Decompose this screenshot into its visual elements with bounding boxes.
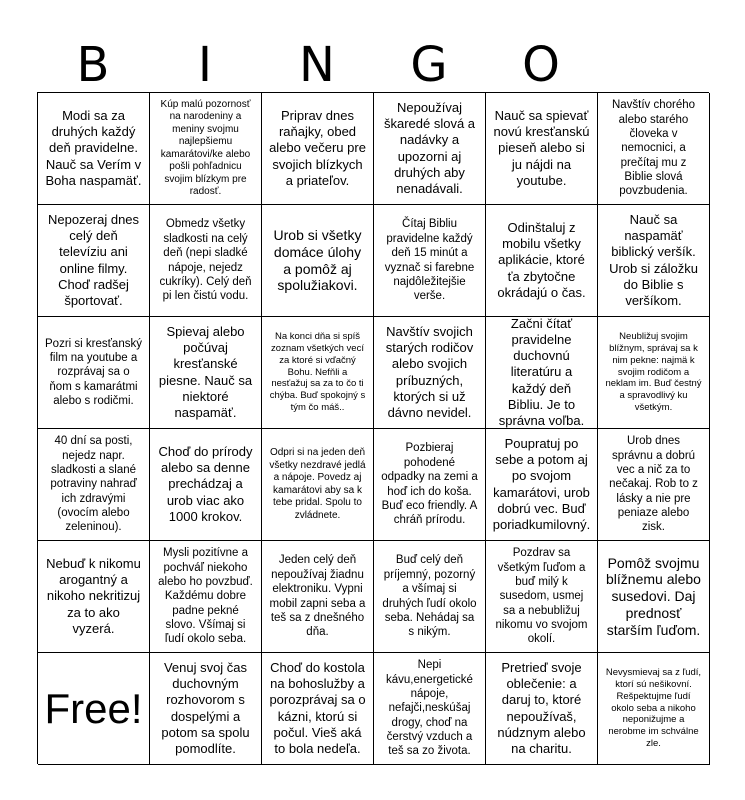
bingo-cell: Na konci dňa si spíš zoznam všetkých vecí za ktoré si vďačný Bohu. Nefňli a nesťažuj sa za to čo ti chýba. Buď spokojný s tým čo máš.. xyxy=(262,317,374,429)
bingo-grid xyxy=(37,92,709,764)
title-letter: I xyxy=(197,37,213,93)
bingo-cell: Odpri si na jeden deň všetky nezdravé jedlá a nápoje. Povedz aj kamarátovi aby sa k tebe pridal. Spolu to zvládnete. xyxy=(262,429,374,541)
bingo-cell: Urob dnes správnu a dobrú vec a nič za to nečakaj. Rob to z lásky a nie pre peniaze alebo zisk. xyxy=(598,429,710,541)
bingo-cell: Pozri si kresťanský film na youtube a rozprávaj sa o ňom s kamarátmi alebo s rodičmi. xyxy=(38,317,150,429)
bingo-cell: Začni čítať pravidelne duchovnú literatúru a každý deň Bibliu. Je to správna voľba. xyxy=(486,317,598,429)
bingo-cell: Priprav dnes raňajky, obed alebo večeru pre svojich blízkych a priateľov. xyxy=(262,93,374,205)
bingo-cell: Urob si všetky domáce úlohy a pomôž aj spolužiakovi. xyxy=(262,205,374,317)
bingo-cell: Nauč sa spievať novú kresťanskú pieseň alebo si ju nájdi na youtube. xyxy=(486,93,598,205)
bingo-cell: Pomôž svojmu blížnemu alebo susedovi. Daj prednosť starším ľuďom. xyxy=(598,541,710,653)
bingo-cell: Venuj svoj čas duchovným rozhovorom s dospelými a potom sa spolu pomodlíte. xyxy=(150,653,262,765)
title-letter: N xyxy=(299,37,335,93)
bingo-cell: Nevysmievaj sa z ľudí, ktorí sú nešikovní. Rešpektujme ľudí okolo seba a nikoho neponižujme a nerobme im schválne zle. xyxy=(598,653,710,765)
bingo-cell: Choď do prírody alebo sa denne prechádzaj a urob viac ako 1000 krokov. xyxy=(150,429,262,541)
bingo-cell: Nepoužívaj škaredé slová a nadávky a upozorni aj druhých aby nenadávali. xyxy=(374,93,486,205)
bingo-cell: Pozdrav sa všetkým ľuďom a buď milý k susedom, usmej sa a nebubližuj nikomu vo svojom okolí. xyxy=(486,541,598,653)
bingo-cell: Čítaj Bibliu pravidelne každý deň 15 minút a vyznač si farebne najdôležitejšie verše. xyxy=(374,205,486,317)
title-letter: B xyxy=(76,37,110,93)
bingo-cell: Nebuď k nikomu arogantný a nikoho nekritizuj za to ako vyzerá. xyxy=(38,541,150,653)
bingo-cell: Nauč sa naspamäť biblický veršík. Urob si záložku do Biblie s veršíkom. xyxy=(598,205,710,317)
title-letter: O xyxy=(522,37,560,93)
title-letter: G xyxy=(410,37,448,93)
bingo-cell: Poupratuj po sebe a potom aj po svojom kamarátovi, urob dobrú vec. Buď poriadkumilovný. xyxy=(486,429,598,541)
bingo-cell: Buď celý deň príjemný, pozorný a všímaj si druhých ľudí okolo seba. Nehádaj sa s nikým. xyxy=(374,541,486,653)
bingo-cell: Choď do kostola na bohoslužby a porozprávaj sa o kázni, ktorú si počul. Vieš aká to bola nedeľa. xyxy=(262,653,374,765)
bingo-cell: Jeden celý deň nepoužívaj žiadnu elektroniku. Vypni mobil zapni seba a teš sa z dnešného dňa. xyxy=(262,541,374,653)
bingo-cell: Pretrieď svoje oblečenie: a daruj to, ktoré nepoužívaš, núdznym alebo na charitu. xyxy=(486,653,598,765)
bingo-cell: Obmedz všetky sladkosti na celý deň (nepi sladké nápoje, nejedz cukríky). Celý deň pi len čistú vodu. xyxy=(150,205,262,317)
bingo-cell: Odinštaluj z mobilu všetky aplikácie, ktoré ťa zbytočne okrádajú o čas. xyxy=(486,205,598,317)
bingo-cell: Navštív svojich starých rodičov alebo svojich príbuzných, ktorých si už dávno nevidel. xyxy=(374,317,486,429)
bingo-title xyxy=(37,34,709,96)
bingo-cell: Neubližuj svojim blížnym, správaj sa k nim pekne: najmä k svojim rodičom a neklam im. Buď čestný a spravodlivý ku všetkým. xyxy=(598,317,710,429)
bingo-cell: Navštív chorého alebo starého človeka v nemocnici, a prečítaj mu z Biblie slová povzbudenia. xyxy=(598,93,710,205)
bingo-cell: Spievaj alebo počúvaj kresťanské piesne. Nauč sa niektoré naspamäť. xyxy=(150,317,262,429)
bingo-cell: Kúp malú pozornosť na narodeniny a meniny svojmu najlepšiemu kamarátovi/ke alebo pošli pohľadnicu svojim blízkym pre radosť. xyxy=(150,93,262,205)
bingo-cell: Nepi kávu,energetické nápoje, nefajči,neskúšaj drogy, choď na čerstvý vzduch a teš sa zo života. xyxy=(374,653,486,765)
bingo-cell: Modi sa za druhých každý deň pravidelne. Nauč sa Verím v Boha naspamäť. xyxy=(38,93,150,205)
bingo-cell: Mysli pozitívne a pochváľ niekoho alebo ho povzbuď. Každému dobre padne pekné slovo. Všímaj si ľudí okolo seba. xyxy=(150,541,262,653)
bingo-cell: Pozbieraj pohodené odpadky na zemi a hoď ich do koša. Buď eco friendly. A chráň prírodu. xyxy=(374,429,486,541)
bingo-cell: 40 dní sa posti, nejedz napr. sladkosti a slané potraviny nahraď ich zdravými (ovocím alebo zeleninou). xyxy=(38,429,150,541)
free-cell: Free! xyxy=(38,653,150,765)
bingo-cell: Nepozeraj dnes celý deň televíziu ani online filmy. Choď radšej športovať. xyxy=(38,205,150,317)
